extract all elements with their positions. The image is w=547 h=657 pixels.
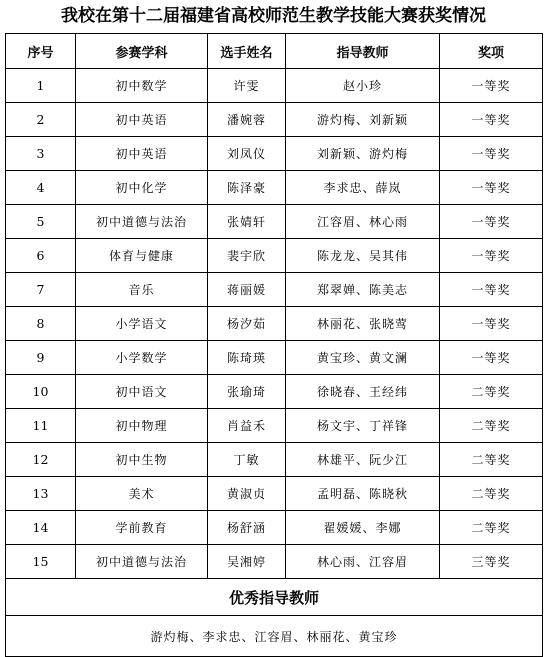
cell-subject: 初中物理 (76, 409, 208, 443)
cell-advisor: 陈龙龙、吴其伟 (286, 239, 440, 273)
excellent-title: 优秀指导教师 (6, 579, 543, 616)
cell-award: 三等奖 (440, 545, 543, 579)
cell-advisor: 游灼梅、刘新颖 (286, 103, 440, 137)
cell-award: 一等奖 (440, 205, 543, 239)
cell-contestant: 张婧轩 (208, 205, 286, 239)
table-row (6, 341, 543, 375)
header-index: 序号 (6, 34, 76, 69)
cell-award: 一等奖 (440, 239, 543, 273)
cell-index: 13 (6, 477, 76, 511)
cell-award: 二等奖 (440, 375, 543, 409)
cell-subject: 初中道德与法治 (76, 545, 208, 579)
cell-contestant: 许雯 (208, 69, 286, 103)
cell-advisor: 孟明磊、陈晓秋 (286, 477, 440, 511)
cell-index: 1 (6, 69, 76, 103)
cell-index: 11 (6, 409, 76, 443)
cell-award: 二等奖 (440, 511, 543, 545)
table-row (6, 171, 543, 205)
awards-table (5, 33, 543, 657)
table-row (6, 443, 543, 477)
cell-advisor: 杨文宇、丁祥锋 (286, 409, 440, 443)
cell-subject: 学前教育 (76, 511, 208, 545)
table-row (6, 409, 543, 443)
cell-subject: 初中化学 (76, 171, 208, 205)
table-row (6, 375, 543, 409)
cell-award: 一等奖 (440, 171, 543, 205)
cell-contestant: 吴湘婷 (208, 545, 286, 579)
cell-award: 二等奖 (440, 477, 543, 511)
cell-subject: 初中语文 (76, 375, 208, 409)
table-row (6, 545, 543, 579)
cell-advisor: 刘新颖、游灼梅 (286, 137, 440, 171)
cell-subject: 初中道德与法治 (76, 205, 208, 239)
cell-contestant: 丁敏 (208, 443, 286, 477)
cell-contestant: 杨舒涵 (208, 511, 286, 545)
cell-advisor: 郑翠婵、陈美志 (286, 273, 440, 307)
cell-advisor: 徐晓春、王经纬 (286, 375, 440, 409)
table-row (6, 239, 543, 273)
cell-contestant: 张瑜琦 (208, 375, 286, 409)
cell-subject: 小学数学 (76, 341, 208, 375)
cell-award: 一等奖 (440, 307, 543, 341)
cell-contestant: 裴宇欣 (208, 239, 286, 273)
cell-contestant: 潘婉蓉 (208, 103, 286, 137)
cell-index: 15 (6, 545, 76, 579)
header-award: 奖项 (440, 34, 543, 69)
cell-index: 5 (6, 205, 76, 239)
cell-award: 二等奖 (440, 443, 543, 477)
cell-advisor: 林雄平、阮少江 (286, 443, 440, 477)
cell-contestant: 蒋丽媛 (208, 273, 286, 307)
excellent-names-row (6, 616, 543, 657)
cell-subject: 美术 (76, 477, 208, 511)
cell-award: 一等奖 (440, 273, 543, 307)
cell-contestant: 黄淑贞 (208, 477, 286, 511)
cell-contestant: 陈琦瑛 (208, 341, 286, 375)
cell-award: 一等奖 (440, 341, 543, 375)
table-row (6, 69, 543, 103)
cell-award: 一等奖 (440, 137, 543, 171)
cell-contestant: 肖益禾 (208, 409, 286, 443)
cell-advisor: 李求忠、薛岚 (286, 171, 440, 205)
document-title: 我校在第十二届福建省高校师范生教学技能大赛获奖情况 (61, 6, 486, 26)
cell-advisor: 林心雨、江容眉 (286, 545, 440, 579)
cell-subject: 小学语文 (76, 307, 208, 341)
cell-award: 一等奖 (440, 69, 543, 103)
cell-contestant: 刘凤仪 (208, 137, 286, 171)
cell-index: 9 (6, 341, 76, 375)
cell-subject: 初中数学 (76, 69, 208, 103)
header-advisor: 指导教师 (286, 34, 440, 69)
table-row (6, 273, 543, 307)
table-row (6, 205, 543, 239)
table-row (6, 103, 543, 137)
cell-index: 3 (6, 137, 76, 171)
cell-subject: 音乐 (76, 273, 208, 307)
excellent-names: 游灼梅、李求忠、江容眉、林丽花、黄宝珍 (6, 616, 543, 657)
cell-index: 6 (6, 239, 76, 273)
table-row (6, 137, 543, 171)
cell-subject: 初中英语 (76, 137, 208, 171)
cell-contestant: 陈泽豪 (208, 171, 286, 205)
cell-index: 7 (6, 273, 76, 307)
cell-subject: 体育与健康 (76, 239, 208, 273)
cell-index: 14 (6, 511, 76, 545)
cell-advisor: 林丽花、张晓莺 (286, 307, 440, 341)
cell-index: 2 (6, 103, 76, 137)
cell-subject: 初中生物 (76, 443, 208, 477)
cell-subject: 初中英语 (76, 103, 208, 137)
cell-award: 一等奖 (440, 103, 543, 137)
cell-index: 4 (6, 171, 76, 205)
cell-contestant: 杨汐茹 (208, 307, 286, 341)
cell-advisor: 翟媛媛、李娜 (286, 511, 440, 545)
header-subject: 参赛学科 (76, 34, 208, 69)
table-row (6, 511, 543, 545)
cell-advisor: 黄宝珍、黄文澜 (286, 341, 440, 375)
cell-advisor: 赵小珍 (286, 69, 440, 103)
table-row (6, 307, 543, 341)
cell-index: 10 (6, 375, 76, 409)
table-row (6, 477, 543, 511)
header-contestant: 选手姓名 (208, 34, 286, 69)
excellent-title-row (6, 579, 543, 616)
cell-award: 二等奖 (440, 409, 543, 443)
cell-index: 8 (6, 307, 76, 341)
header-row (6, 34, 543, 69)
cell-advisor: 江容眉、林心雨 (286, 205, 440, 239)
cell-index: 12 (6, 443, 76, 477)
